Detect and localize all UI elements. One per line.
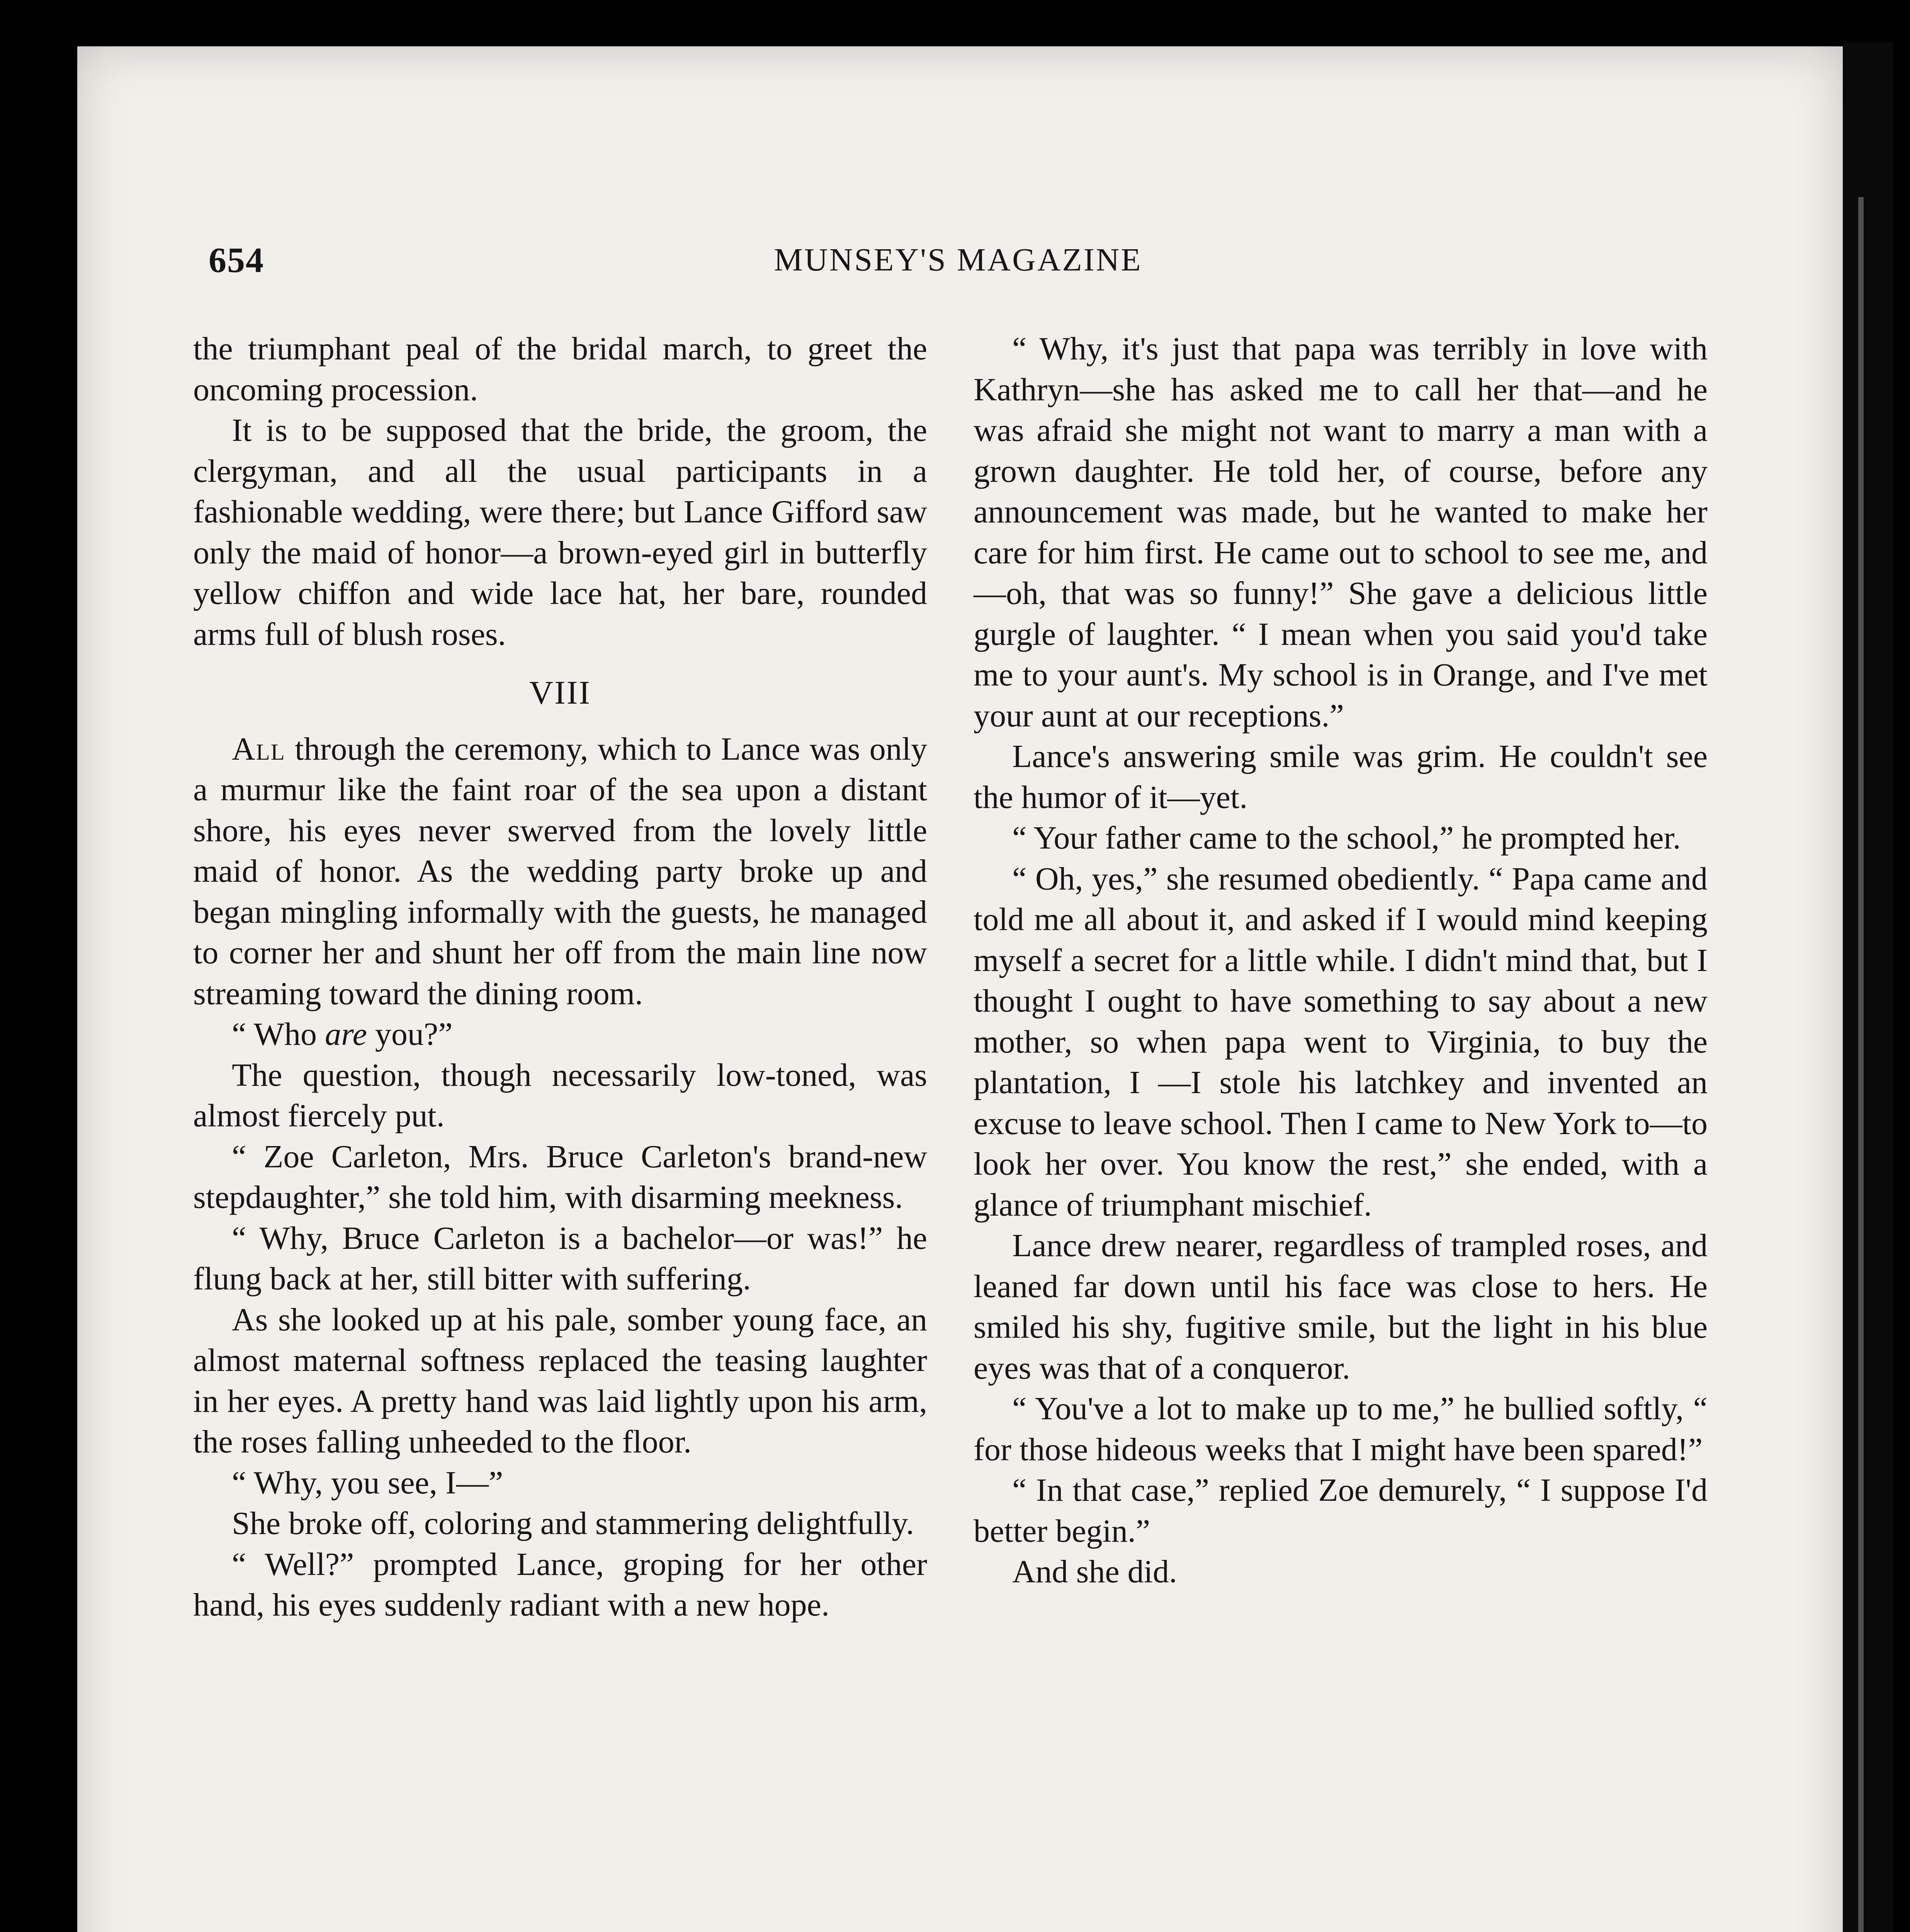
paragraph: Lance's answering smile was grim. He couldn't see the humor of it—yet. [974, 738, 1708, 815]
paragraph: “ Oh, yes,” she resumed obediently. “ Papa came and told me all about it, and asked if I would mind keeping myself a secret for a little while. I didn't mind that, but I thought I ought to have something to say about a new mother, so when papa went to Virginia, to buy the plantation, I —I stole his latchkey and invented an excuse to leave school. Then I came to New York to—to look her over. You know the rest,” she ended, with a glance of triumphant mischief. [974, 861, 1708, 1223]
paragraph: And she did. [1012, 1554, 1177, 1590]
paragraph: “ Zoe Carleton, Mrs. Bruce Carleton's brand-new stepdaughter,” she told him, with disarming meekness. [193, 1138, 927, 1215]
emphasis-text: are [325, 1016, 367, 1052]
paragraph: “ Well?” prompted Lance, groping for her other hand, his eyes suddenly radiant with a new hope. [193, 1546, 927, 1623]
section-heading: VIII [529, 674, 591, 711]
drop-lead-word: All [232, 731, 285, 767]
paragraph [193, 729, 927, 1014]
paragraph: “ You've a lot to make up to me,” he bullied softly, “ for those hideous weeks that I might have been spared!” [974, 1391, 1708, 1468]
paragraph: “ Why, it's just that papa was terribly in love with Kathryn—she has asked me to call her that—and he was afraid she might not want to marry a man with a grown daughter. He told her, of course, before any announcement was made, but he wanted to make her care for him first. He came out to school to see me, and—oh, that was so funny!” She gave a delicious little gurgle of laughter. “ I mean when you said you'd take me to your aunt's. My school is in Orange, and I've met your aunt at our receptions.” [974, 331, 1708, 734]
paragraph: “ Why, you see, I—” [232, 1464, 503, 1501]
left-column [193, 328, 927, 1626]
paragraph: As she looked up at his pale, somber young face, an almost maternal softness replaced the teasing laughter in her eyes. A pretty hand was laid lightly upon his arm, the roses falling unheeded to the floor. [193, 1301, 927, 1460]
paragraph: Lance drew nearer, regardless of trampled roses, and leaned far down until his face was close to hers. He smiled his shy, fugitive smile, but the light in his blue eyes was that of a conqueror. [974, 1228, 1708, 1386]
page-edge-sliver [1858, 197, 1864, 1932]
paragraph: the triumphant peal of the bridal march, to greet the oncoming procession. [193, 331, 927, 408]
paragraph [193, 1014, 927, 1055]
paragraph-text: through the ceremony, which to Lance was only a murmur like the faint roar of the sea upon a distant shore, his eyes never swerved from the lovely little maid of honor. As the wedding party broke up and began mingling informally with the guests, he managed to corner her and shunt her off from the main line now streaming toward the dining room. [193, 731, 927, 1012]
running-head: MUNSEY'S MAGAZINE [774, 242, 1142, 278]
paragraph: “ Your father came to the school,” he prompted her. [1012, 820, 1681, 856]
paragraph: The question, though necessarily low-toned, was almost fiercely put. [193, 1057, 927, 1134]
paragraph-text: “ Who [232, 1016, 325, 1052]
paragraph: “ In that case,” replied Zoe demurely, “ I suppose I'd better begin.” [974, 1472, 1708, 1549]
paragraph: She broke off, coloring and stammering delightfully. [232, 1505, 914, 1541]
page-number: 654 [209, 240, 264, 280]
right-column [974, 328, 1708, 1592]
paragraph: It is to be supposed that the bride, the groom, the clergyman, and all the usual participants in a fashionable wedding, were there; but Lance Gifford saw only the maid of honor—a brown-eyed girl in butterfly yellow chiffon and wide lace hat, her bare, rounded arms full of blush roses. [193, 412, 927, 652]
paragraph-text: you?” [367, 1016, 453, 1052]
page-header [209, 240, 1708, 290]
facing-page-edge [1843, 43, 1893, 1932]
paragraph: “ Why, Bruce Carleton is a bachelor—or was!” he flung back at her, still bitter with suffering. [193, 1220, 927, 1297]
